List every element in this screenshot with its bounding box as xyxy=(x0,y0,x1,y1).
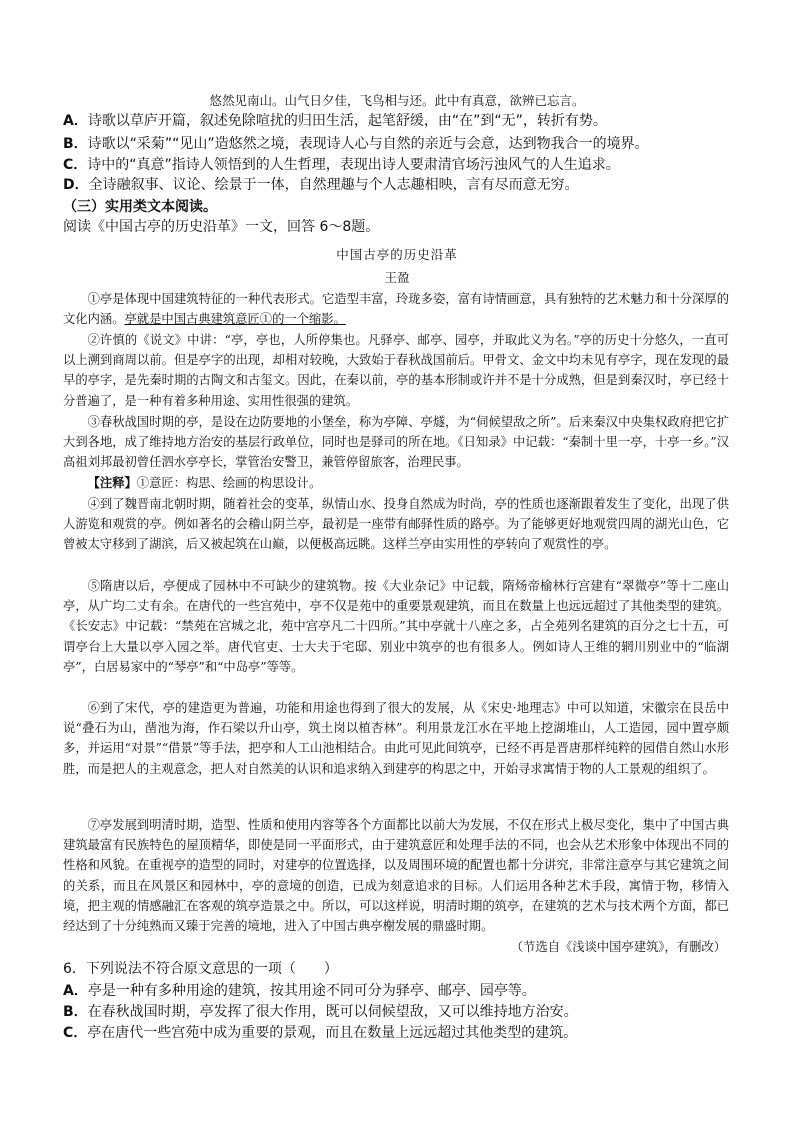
section-title: （三）实用类文本阅读。 xyxy=(63,199,217,215)
article-paragraph-2: ②许慎的《说文》中讲：“亭，亭也，人所停集也。凡驿亭、邮亭、园亭，并取此义为名。”亭的历史十分悠久，一直可以上溯到商周以前。但是亭字的出现，却相对较晚，大致始于春秋战国前后。甲骨文、金文中均未见有亭字，现在发现的最早的亭字，是先秦时期的古陶文和古玺文。因此，在秦以前，亭的基本形制或许并不是十分成熟，但是到秦汉时，亭已经十分普遍了，是一种有着多种用途、实用性很强的建筑。 xyxy=(63,333,729,408)
question-6-option-a: A．亭是一种有多种用途的建筑，按其用途不同可分为驿亭、邮亭、园亭等。 xyxy=(63,983,536,999)
article-paragraph-6: ⑥到了宋代，亭的建造更为普遍，功能和用途也得到了很大的发展，从《宋史·地理志》中可以知道，宋徽宗在艮岳中说“叠石为山，凿池为海，作石梁以升山亭，筑土岗以植杏林”。利用景龙江水在平地上挖湖堆山，人工造园，园中置亭颇多，并运用“对景”“借景”等手法，把亭和人工山池相结合。由此可见此间筑亭，已经不再是晋唐那样纯粹的园借自然山水形胜，而是把人的主观意念，把人对自然美的认识和追求纳入到建亭的构思之中，开始寻求寓情于物的人工景观的组织了。 xyxy=(63,701,729,776)
article-title: 中国古亭的历史沿革 xyxy=(336,247,458,262)
article-paragraph-4: ④到了魏晋南北朝时期，随着社会的变革，纵情山水、投身自然成为时尚，亭的性质也逐渐跟着发生了变化，出现了供人游览和观赏的亭。例如著名的会稽山阴兰亭，最初是一座带有邮驿性质的路亭。为了能够更好地观赏四周的湖光山色，它曾被太守移到了湖滨，后又被起筑在山巅，以便极高远眺。这样兰亭由实用性的亭转向了观赏性的亭。 xyxy=(63,497,729,552)
article-paragraph-3: ③春秋战国时期的亭，是设在边防要地的小堡垒，称为亭障、亭燧，为“伺候望敌之所”。后来秦汉中央集权政府把它扩大到各地，成了维持地方治安的基层行政单位，同时也是驿司的所在地。《日知录》中记载：“秦制十里一亭，十亭一乡。”汉高祖刘邦最初曾任泗水亭亭长，掌管治安警卫，兼管停留旅客，治理民事。 xyxy=(63,415,729,470)
prev-option-b: B．诗歌以“采菊”“见山”造悠然之境，表现诗人心与自然的亲近与会意，达到物我合一的境界。 xyxy=(63,136,649,152)
article-author: 王盈 xyxy=(384,270,410,285)
poem-line: 悠然见南山。山气日夕佳，飞鸟相与还。此中有真意，欲辨已忘言。 xyxy=(209,93,585,108)
article-paragraph-1: ①亭是体现中国建筑特征的一种代表形式。它造型丰富，玲珑多姿，富有诗情画意，具有独特的艺术魅力和十分深厚的文化内涵。亭就是中国古典建筑意匠①的一个缩影。 xyxy=(63,292,729,327)
article-paragraph-7: ⑦亭发展到明清时期，造型、性质和使用内容等各个方面都比以前大为发展，不仅在形式上极尽变化，集中了中国古典建筑最富有民族特色的屋顶精华，即使是同一平面形式，由于建筑意匠和处理手法的不同，也会从艺术形象中体现出不同的性格和风貌。在重视亭的造型的同时，对建亭的位置选择，以及周围环境的配置也都十分讲究，非常注意亭与其它建筑之间的关系，而且在风景区和园林中，亭的意境的创造，已成为刻意追求的目标。人们运用各种艺术手段，寓情于物，移情入境，把主观的情感融汇在客观的筑亭造景之中。所以，可以这样说，明清时期的筑亭，在建筑的艺术与技术两个方面，都已经达到了十分纯熟而又臻于完善的境地，进入了中国古典亭榭发展的鼎盛时期。 xyxy=(63,818,729,934)
prev-option-d: D．全诗融叙事、议论、绘景于一体，自然理趣与个人志趣相映，言有尽而意无穷。 xyxy=(63,177,579,193)
article-paragraph-5: ⑤隋唐以后，亭便成了园林中不可缺少的建筑物。按《大业杂记》中记载，隋炀帝榆林行宫建有“翠微亭”等十二座山亭，从广均二丈有余。在唐代的一些宫苑中，亭不仅是苑中的重要景观建筑，而且在数量上也远远超过了其他类型的建筑。《长安志》中记载：“禁苑在宫城之北，苑中宫亭凡二十四所。”其中亭就十八座之多，占全苑列名建筑的百分之七十五，可谓亭台上大量以亭入园之举。唐代官吏、士大夫于宅邸、别业中筑亭的也有很多人。例如诗人王维的辋川别业中的“临湖亭”，白居易家中的“琴亭”和“中岛亭”等等。 xyxy=(63,579,729,674)
prev-option-c: C．诗中的“真意”指诗人领悟到的人生哲理，表现出诗人要肃清官场污浊风气的人生追求。 xyxy=(63,157,620,173)
annotation-note: 【注释】①意匠：构思、绘画的构思设计。 xyxy=(87,475,322,490)
reading-instruction: 阅读《中国古亭的历史沿革》一文，回答 6～8题。 xyxy=(63,219,380,235)
article-source: （节选自《浅谈中国亭建筑》，有删改） xyxy=(510,940,726,954)
prev-option-a: A．诗歌以草庐开篇，叙述免除喧扰的归田生活，起笔舒缓，由“在”到“无”，转折有势。 xyxy=(63,113,607,129)
question-6-stem: 6．下列说法不符合原文意思的一项（ ） xyxy=(63,961,338,977)
question-6-option-b: B．在春秋战国时期，亭发挥了很大作用，既可以伺候望敌，又可以维持地方治安。 xyxy=(63,1004,578,1020)
underlined-sentence: 亭就是中国古典建筑意匠①的一个缩影。 xyxy=(124,312,346,327)
question-6-option-c: C．亭在唐代一些宫苑中成为重要的景观，而且在数量上远远超过其他类型的建筑。 xyxy=(63,1025,578,1041)
